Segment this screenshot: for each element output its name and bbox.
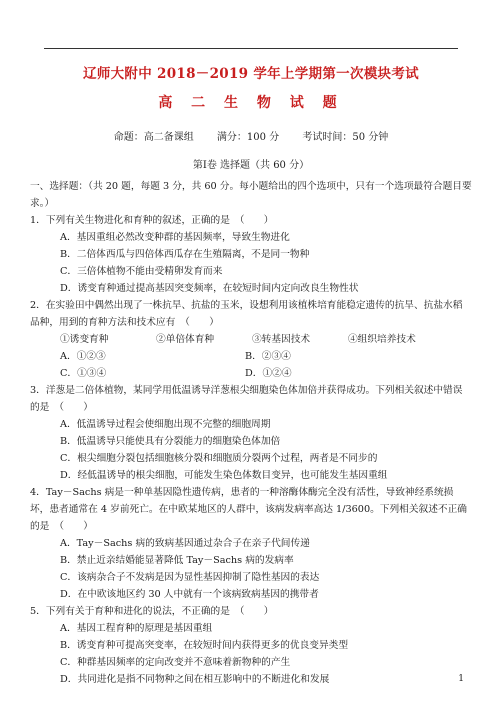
question-option: A．低温诱导过程会使细胞出现不完整的细胞周期 (60, 419, 271, 430)
question-stem: 1．下列有关生物进化和育种的叙述，正确的是 （ ） (30, 215, 274, 226)
question-option: C．①③④ (60, 368, 107, 379)
question-option: A．基因工程育种的原理是基因重组 (60, 623, 213, 634)
section-intro: 一、选择题：（共 20 题，每题 3 分，共 60 分。每小题给出的四个选项中，只有一个选项最符合题目要求。） (30, 181, 472, 209)
method-item: ②单倍体育种 (156, 334, 215, 345)
question-option: D．①②④ (245, 368, 292, 379)
question-option: D．诱变育种通过提高基因突变频率，在较短时间内定向改良生物性状 (60, 283, 359, 294)
question-option: B．低温诱导只能使具有分裂能力的细胞染色体加倍 (60, 436, 281, 447)
question-option: D．共同进化是指不同物种之间在相互影响中的不断进化和发展 (60, 674, 330, 685)
question-option: C．根尖细胞分裂包括细胞核分裂和细胞质分裂两个过程，两者是不同步的 (60, 453, 378, 464)
option-row (60, 348, 472, 365)
question-option: D．经低温诱导的根尖细胞，可能发生染色体数目变异，也可能发生基因重组 (60, 470, 388, 481)
question-option: B．二倍体西瓜与四倍体西瓜存在生殖隔离，不是同一物种 (60, 249, 310, 260)
method-item: ①诱变育种 (60, 334, 109, 345)
meta-time: 考试时间：50 分钟 (302, 132, 389, 143)
question-3 (30, 382, 472, 484)
question-option: C．种群基因频率的定向改变并不意味着新物种的产生 (60, 657, 291, 668)
question-stem: 4．Tay－Sachs 病是一种单基因隐性遗传病，患者的一种溶酶体酶完全没有活性，导致神经系统损坏，患者通常在 4 岁前死亡。在中欧某地区的人群中，该病发病率高达 1/3600。下列相关叙述不正确的是 （ ） (30, 487, 467, 532)
question-5 (30, 603, 472, 688)
meta-creator: 命题：高二备课组 (113, 132, 194, 143)
question-option: B．诱变育种可提高突变率，在较短时间内获得更多的优良变异类型 (60, 640, 349, 651)
question-option: A．Tay－Sachs 病的致病基因通过杂合子在亲子代间传递 (60, 538, 310, 549)
question-1 (30, 212, 472, 297)
method-item: ④组织培养技术 (348, 334, 416, 345)
question-option: A．基因重组必然改变种群的基因频率，导致生物进化 (60, 232, 290, 243)
question-stem: 2．在实验田中偶然出现了一株抗旱、抗盐的玉米，设想利用该植株培育能稳定遗传的抗旱、抗盐水稻品种，用到的育种方法和技术应有 （ ） (30, 300, 463, 328)
question-stem: 3．洋葱是二倍体植物，某同学用低温诱导洋葱根尖细胞染色体加倍并获得成功。下列相关叙述中错误的是 （ ） (30, 385, 463, 413)
exam-title: 辽师大附中 2018－2019 学年上学期第一次模块考试 (83, 66, 419, 82)
exam-meta (0, 128, 502, 143)
question-stem: 5．下列有关于育种和进化的说法，不正确的是 （ ） (30, 606, 274, 617)
page-number: 1 (458, 674, 464, 684)
question-option: C．三倍体植物不能由受精卵发育而来 (60, 266, 223, 277)
exam-content (30, 178, 472, 688)
exam-subject: 高 二 生 物 试 题 (158, 95, 344, 111)
question-4 (30, 484, 472, 603)
method-item: ③转基因技术 (252, 334, 311, 345)
question-option: A．①②③ (60, 351, 106, 362)
method-list (60, 331, 472, 348)
option-row (60, 365, 472, 382)
question-option: D．在中欧该地区约 30 人中就有一个该病致病基因的携带者 (60, 589, 319, 600)
header-rule (44, 48, 458, 49)
meta-score: 满分：100 分 (216, 132, 280, 143)
question-option: B．禁止近亲结婚能显著降低 Tay－Sachs 病的发病率 (60, 555, 294, 566)
question-option: C．该病杂合子不发病是因为显性基因抑制了隐性基因的表达 (60, 572, 320, 583)
section-title: 第Ⅰ卷 选择题（共 60 分） (192, 160, 310, 171)
question-option: B．②③④ (245, 351, 291, 362)
question-2 (30, 297, 472, 382)
